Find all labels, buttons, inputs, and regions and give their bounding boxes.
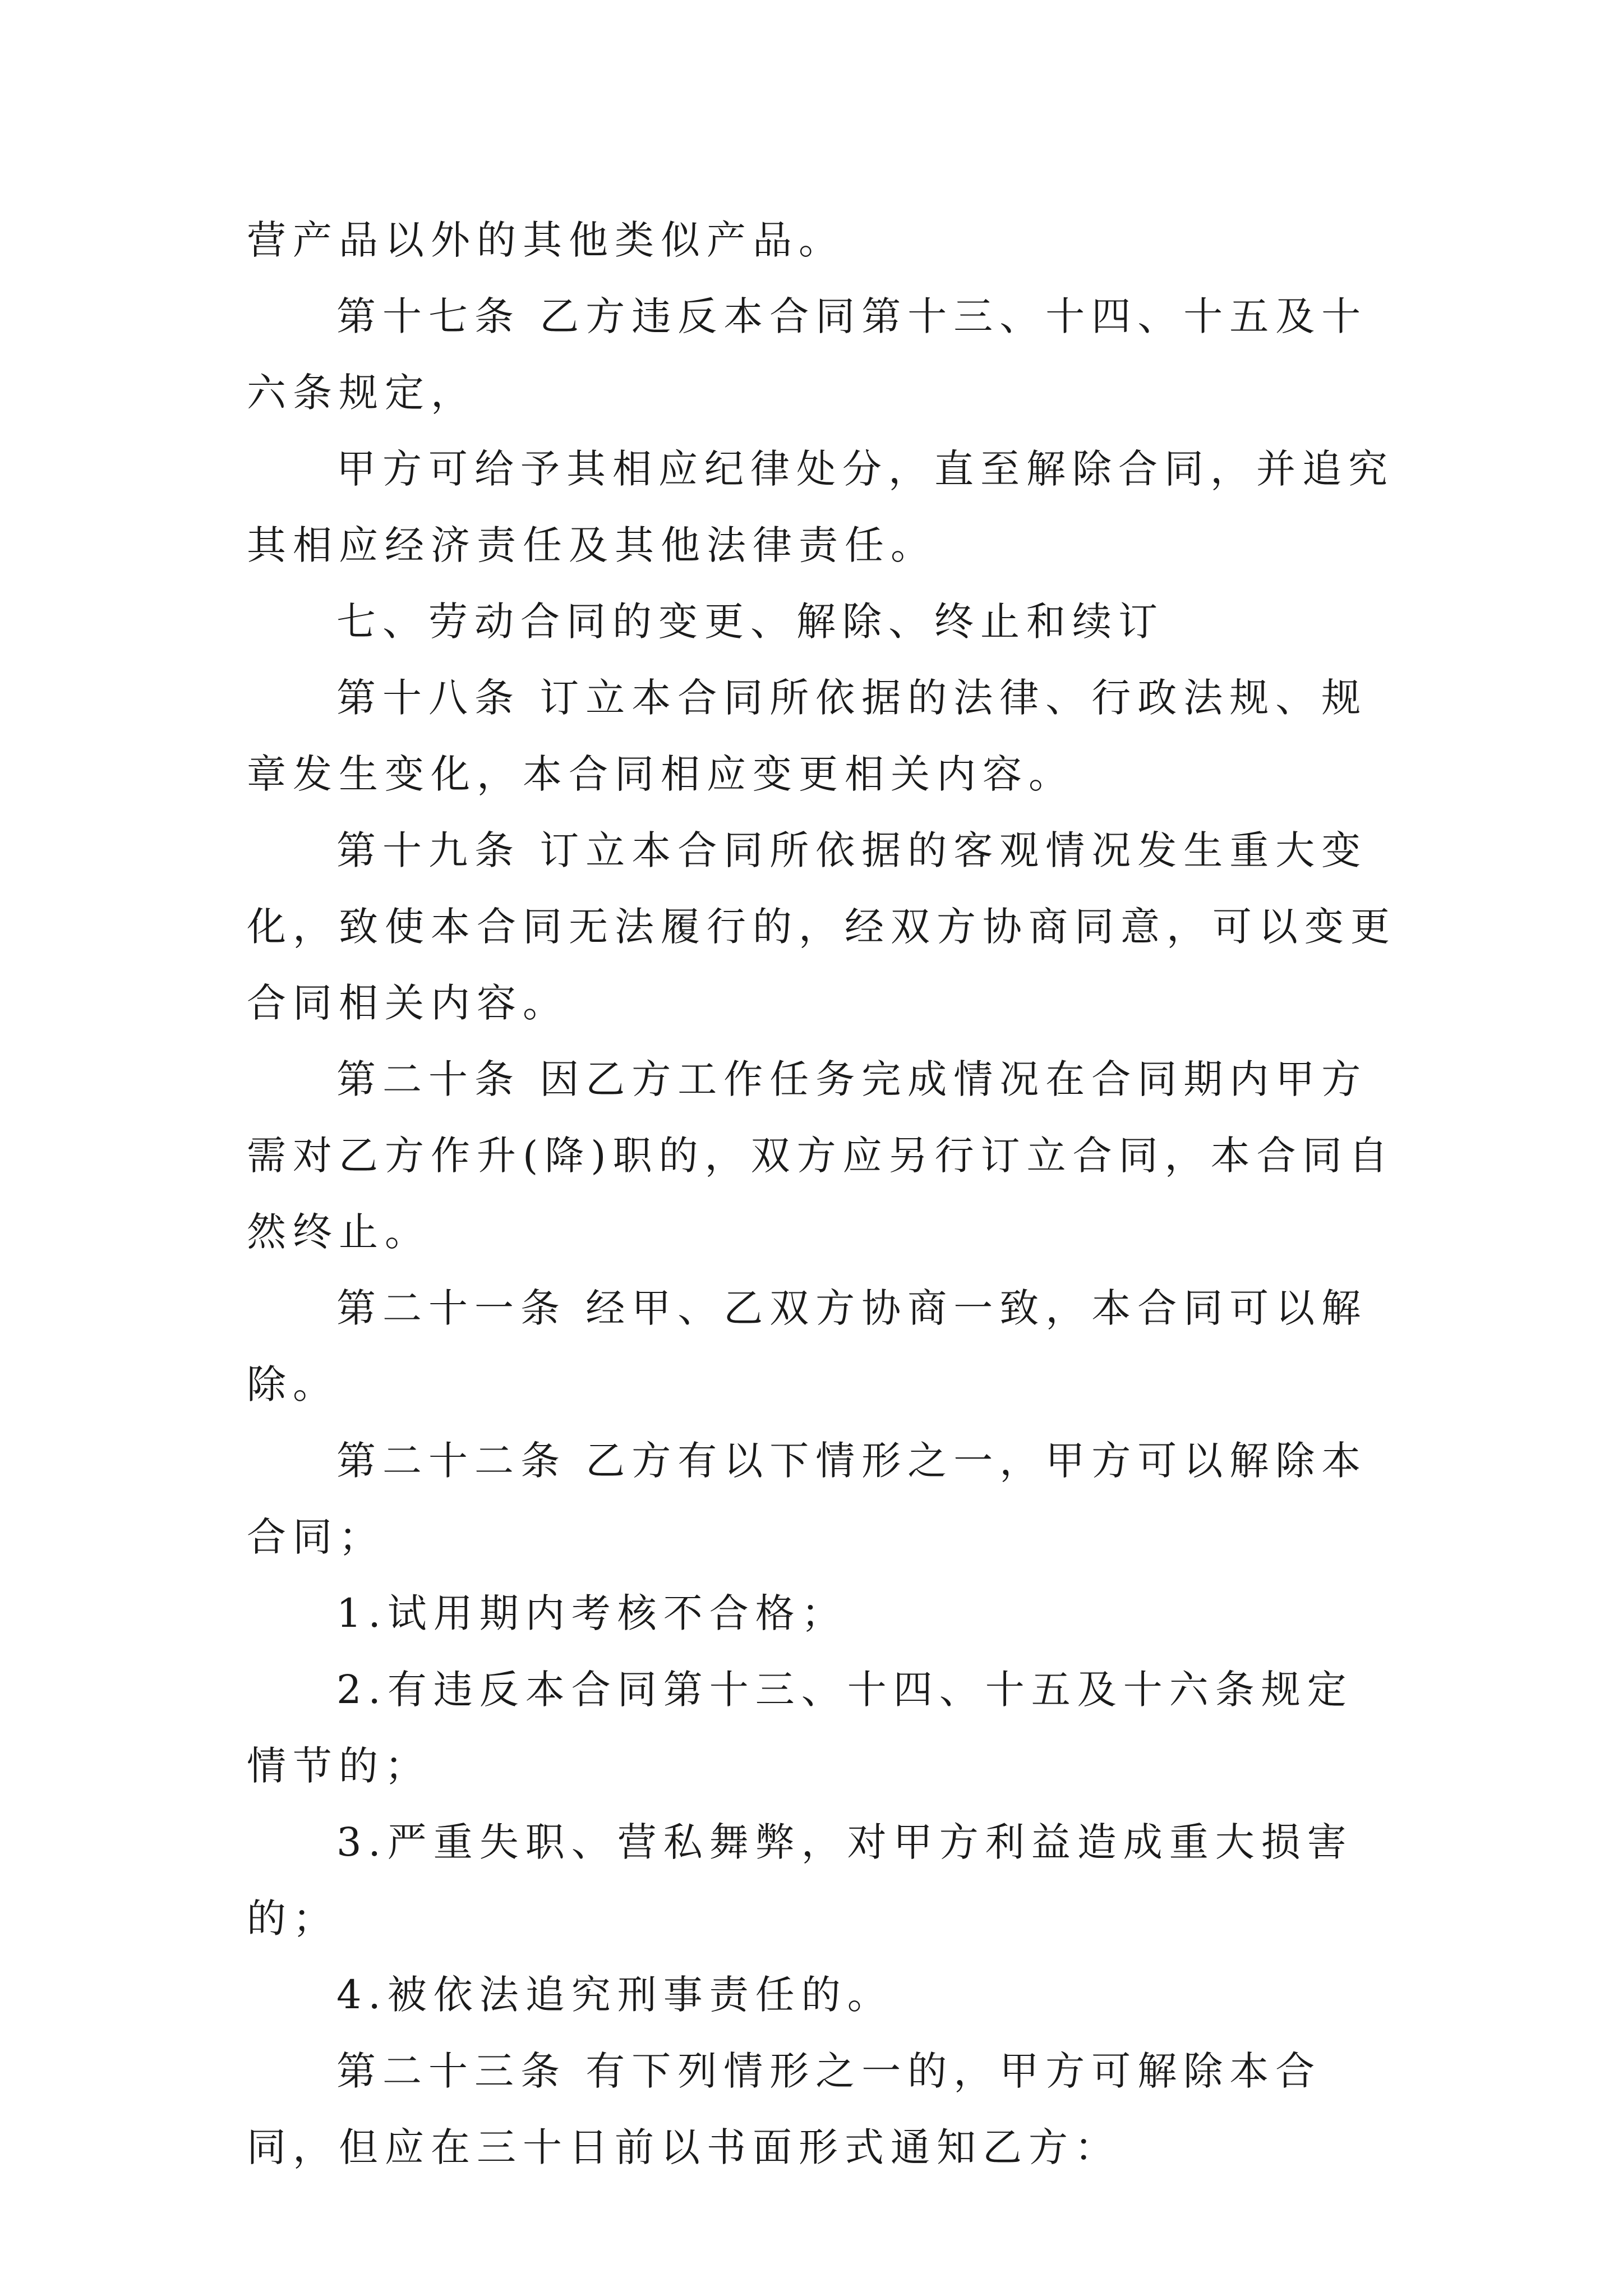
paragraph-1: 营产品以外的其他类似产品。	[247, 217, 845, 263]
paragraph-article-22: 第二十二条 乙方有以下情形之一，甲方可以解除本合同；	[247, 1438, 1368, 1560]
list-item-3: 3.严重失职、营私舞弊，对甲方利益造成重大损害的；	[247, 1819, 1353, 1941]
section-heading-7: 七、劳动合同的变更、解除、终止和续订	[336, 599, 1164, 645]
list-item-1: 1.试用期内考核不合格；	[336, 1590, 847, 1636]
paragraph-article-20: 第二十条 因乙方工作任务完成情况在合同期内甲方需对乙方作升(降)职的，双方应另行订立合同，本合同自然终止。	[247, 1056, 1395, 1255]
paragraph-article-18: 第十八条 订立本合同所依据的法律、行政法规、规章发生变化，本合同相应变更相关内容。	[247, 675, 1368, 797]
paragraph-discipline: 甲方可给予其相应纪律处分，直至解除合同，并追究其相应经济责任及其他法律责任。	[247, 446, 1394, 568]
paragraph-article-19: 第十九条 订立本合同所依据的客观情况发生重大变化，致使本合同无法履行的，经双方协商同意，可以变更合同相关内容。	[247, 827, 1396, 1026]
paragraph-article-23: 第二十三条 有下列情形之一的，甲方可解除本合同，但应在三十日前以书面形式通知乙方：	[247, 2048, 1322, 2170]
paragraph-article-21: 第二十一条 经甲、乙双方协商一致，本合同可以解除。	[247, 1285, 1368, 1407]
list-item-2: 2.有违反本合同第十三、十四、十五及十六条规定情节的；	[247, 1667, 1353, 1789]
paragraph-article-17: 第十七条 乙方违反本合同第十三、十四、十五及十六条规定，	[247, 293, 1368, 416]
document-body	[247, 202, 1396, 2185]
list-item-4: 4.被依法追究刑事责任的。	[336, 1972, 893, 2018]
